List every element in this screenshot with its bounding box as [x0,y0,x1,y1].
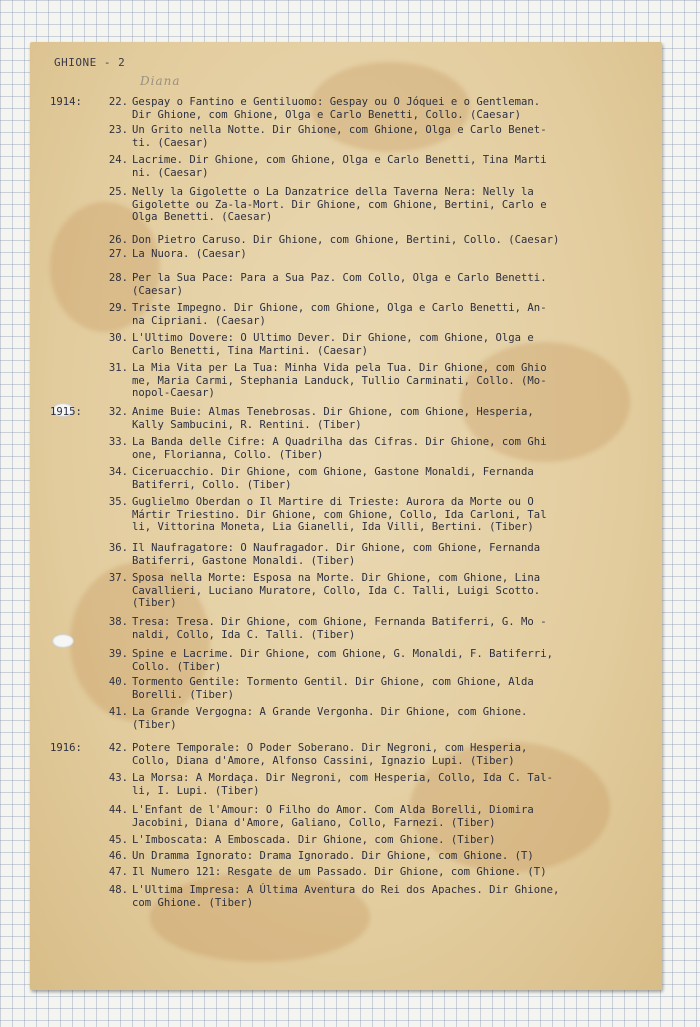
entry-number: 30. [108,332,128,344]
entry-text: Per la Sua Pace: Para a Sua Paz. Com Collo, Olga e Carlo Benetti. (Caesar) [132,272,547,297]
entry-year: 1914: [50,96,82,108]
entry-text: Sposa nella Morte: Esposa na Morte. Dir Ghione, com Ghione, Lina Cavallieri, Luciano Muratore, Collo, Ida C. Talli, Luigi Scotto. (Tiber) [132,572,541,609]
entry-text: Un Grito nella Notte. Dir Ghione, com Ghione, Olga e Carlo Benet- ti. (Caesar) [132,124,547,149]
entry-text: La Morsa: A Mordaça. Dir Negroni, com Hesperia, Collo, Ida C. Tal- li, I. Lupi. (Tiber) [132,772,553,797]
entry-text: Triste Impegno. Dir Ghione, com Ghione, Olga e Carlo Benetti, An- na Cipriani. (Caesar) [132,302,547,327]
entry-number: 29. [108,302,128,314]
entry-text: Don Pietro Caruso. Dir Ghione, com Ghione, Bertini, Collo. (Caesar) [132,234,560,246]
entry-text: Lacrime. Dir Ghione, com Ghione, Olga e Carlo Benetti, Tina Marti ni. (Caesar) [132,154,547,179]
entry-text: Spine e Lacrime. Dir Ghione, com Ghione, G. Monaldi, F. Batiferri, Collo. (Tiber) [132,648,553,673]
entry-number: 34. [108,466,128,478]
entry-text: L'Ultima Impresa: A Última Aventura do Rei dos Apaches. Dir Ghione, com Ghione. (Tiber) [132,884,560,909]
entry-number: 23. [108,124,128,136]
entry-year: 1916: [50,742,82,754]
entry-text: L'Enfant de l'Amour: O Filho do Amor. Com Alda Borelli, Diomira Jacobini, Diana d'Amore, Galiano, Collo, Farnezi. (Tiber) [132,804,534,829]
entry-text: Ciceruacchio. Dir Ghione, com Ghione, Gastone Monaldi, Fernanda Batiferri, Collo. (Tiber) [132,466,534,491]
entry-number: 40. [108,676,128,688]
entry-number: 42. [108,742,128,754]
punch-hole [52,634,74,648]
entry-text: Guglielmo Oberdan o Il Martire di Trieste: Aurora da Morte ou O Mártir Triestino. Dir Ghione, com Ghione, Collo, Ida Carloni, Tal li, Vittorina Moneta, Lia Gianelli, Ida Villi, Bertini. (Tiber) [132,496,547,533]
entry-number: 38. [108,616,128,628]
handwritten-note: Diana [140,74,181,88]
entry-text: L'Imboscata: A Emboscada. Dir Ghione, com Ghione. (Tiber) [132,834,496,846]
entry-number: 25. [108,186,128,198]
entry-number: 32. [108,406,128,418]
entry-number: 46. [108,850,128,862]
entry-number: 22. [108,96,128,108]
entry-number: 24. [108,154,128,166]
entry-text: La Mia Vita per La Tua: Minha Vida pela Tua. Dir Ghione, com Ghio me, Maria Carmi, Stephania Landuck, Tullio Carminati, Collo. (Mo- nopol-Caesar) [132,362,547,399]
entry-number: 26. [108,234,128,246]
entry-year: 1915: [50,406,82,418]
entry-number: 48. [108,884,128,896]
entry-text: Tresa: Tresa. Dir Ghione, com Ghione, Fernanda Batiferri, G. Mo - naldi, Collo, Ida C. Talli. (Tiber) [132,616,547,641]
entry-text: Nelly la Gigolette o La Danzatrice della Taverna Nera: Nelly la Gigolette ou Za-la-Mort. Dir Ghione, com Ghione, Bertini, Carlo e Olga Benetti. (Caesar) [132,186,547,223]
entry-text: Tormento Gentile: Tormento Gentil. Dir Ghione, com Ghione, Alda Borelli. (Tiber) [132,676,534,701]
entry-number: 36. [108,542,128,554]
entry-number: 47. [108,866,128,878]
entry-text: Gespay o Fantino e Gentiluomo: Gespay ou O Jóquei e o Gentleman. Dir Ghione, com Ghione, Olga e Carlo Benetti, Collo. (Caesar) [132,96,541,121]
card-header: GHIONE - 2 [54,56,126,69]
entry-text: La Banda delle Cifre: A Quadrilha das Cifras. Dir Ghione, com Ghi one, Florianna, Collo. (Tiber) [132,436,547,461]
entry-text: Il Numero 121: Resgate de um Passado. Dir Ghione, com Ghione. (T) [132,866,547,878]
index-card [30,42,662,990]
entry-number: 27. [108,248,128,260]
entry-text: Un Dramma Ignorato: Drama Ignorado. Dir Ghione, com Ghione. (T) [132,850,534,862]
entry-text: La Grande Vergogna: A Grande Vergonha. Dir Ghione, com Ghione. (Tiber) [132,706,528,731]
entry-number: 35. [108,496,128,508]
entry-number: 33. [108,436,128,448]
entry-number: 45. [108,834,128,846]
entry-number: 43. [108,772,128,784]
entry-text: Potere Temporale: O Poder Soberano. Dir Negroni, com Hesperia, Collo, Diana d'Amore, Alfonso Cassini, Ignazio Lupi. (Tiber) [132,742,528,767]
entry-number: 31. [108,362,128,374]
entry-text: Il Naufragatore: O Naufragador. Dir Ghione, com Ghione, Fernanda Batiferri, Gastone Monaldi. (Tiber) [132,542,541,567]
entry-number: 28. [108,272,128,284]
entry-text: La Nuora. (Caesar) [132,248,247,260]
entry-text: Anime Buie: Almas Tenebrosas. Dir Ghione, com Ghione, Hesperia, Kally Sambucini, R. Rentini. (Tiber) [132,406,534,431]
entry-number: 37. [108,572,128,584]
entry-number: 44. [108,804,128,816]
entry-text: L'Ultimo Dovere: O Ultimo Dever. Dir Ghione, com Ghione, Olga e Carlo Benetti, Tina Martini. (Caesar) [132,332,534,357]
entry-number: 39. [108,648,128,660]
entry-number: 41. [108,706,128,718]
